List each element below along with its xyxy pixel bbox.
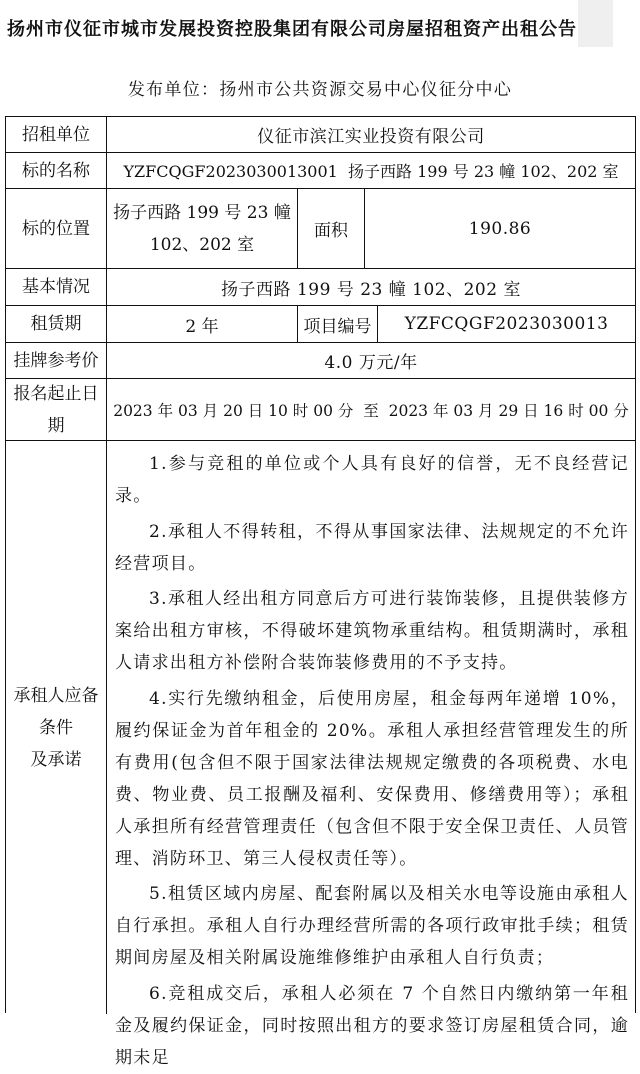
location-value-line-1: 扬子西路 199 号 23 幢 xyxy=(113,202,291,223)
row-conditions xyxy=(6,441,635,1068)
subject-name-value: YZFCQGF2023030013001 扬子西路 199 号 23 幢 102、202 室 xyxy=(123,162,619,181)
condition-item: 2.承租人不得转租，不得从事国家法律、法规规定的不允许经营项目。 xyxy=(115,521,629,574)
location-value xyxy=(107,189,298,268)
corner-block xyxy=(578,0,613,47)
publisher-line: 发布单位：扬州市公共资源交易中心仪征分中心 xyxy=(127,80,513,100)
location-label: 标的位置 xyxy=(6,189,107,268)
area-value: 190.86 xyxy=(468,218,532,239)
condition-item: 5.租赁区域内房屋、配套附属以及相关水电等设施由承租人自行承担。承租人自行办理经营所需的各项行政审批手续；租赁期间房屋及相关附属设施维修维护由承租人自行负责； xyxy=(115,884,629,968)
lessor-label: 招租单位 xyxy=(6,117,107,152)
row-registration-period xyxy=(6,379,635,441)
lease-term-value: 2 年 xyxy=(107,306,298,342)
row-basic-info xyxy=(6,269,635,306)
row-lessor xyxy=(6,117,635,153)
row-lease-term xyxy=(6,306,635,343)
lessor-value: 仪征市滨江实业投资有限公司 xyxy=(257,127,485,147)
subject-name-label: 标的名称 xyxy=(6,153,107,188)
condition-item: 6.竞租成交后，承租人必须在 7 个自然日内缴纳第一年租金及履约保证金，同时按照出租方的要求签订房屋租赁合同，逾期未足 xyxy=(115,983,629,1068)
conditions-label-line-1: 承租人应备条件 xyxy=(13,685,99,738)
condition-item: 1.参与竞租的单位或个人具有良好的信誉，无不良经营记录。 xyxy=(115,454,629,506)
document-title: 扬州市仪征市城市发展投资控股集团有限公司房屋招租资产出租公告 xyxy=(7,19,577,40)
area-label: 面积 xyxy=(298,189,365,268)
conditions-content xyxy=(107,441,635,1068)
registration-period-label xyxy=(6,379,107,440)
reference-price-label: 挂牌参考价 xyxy=(6,343,107,378)
row-location xyxy=(6,189,635,269)
conditions-label-line-2: 及承诺 xyxy=(30,749,82,770)
condition-item: 4.实行先缴纳租金，后使用房屋，租金每两年递增 10%，履约保证金为首年租金的 20%。承租人承担经营管理发生的所有费用(包含但不限于国家法律法规规定缴费的各项税费、水电费、物业费、员工报酬及福利、安保费用、修缮费用等）；承租人承担所有经营管理责任（包含但不限于安全保卫责任、人员管理、消防环卫、第三人侵权责任等）。 xyxy=(115,688,629,869)
registration-period-value: 2023 年 03 月 20 日 10 时 00 分 至 2023 年 03 月 29 日 16 时 00 分 xyxy=(113,401,629,420)
reference-price-value: 4.0 万元/年 xyxy=(324,353,418,373)
row-reference-price xyxy=(6,343,635,379)
location-value-line-2: 102、202 室 xyxy=(149,234,255,255)
project-no-label: 项目编号 xyxy=(298,306,378,342)
announcement-table xyxy=(5,116,636,1068)
lease-term-label: 租赁期 xyxy=(6,306,107,342)
conditions-label xyxy=(6,441,107,1014)
basic-info-label: 基本情况 xyxy=(6,269,107,305)
registration-period-label-text: 报名起止日期 xyxy=(13,383,99,436)
row-subject-name xyxy=(6,153,635,189)
basic-info-value: 扬子西路 199 号 23 幢 102、202 室 xyxy=(221,279,521,300)
project-no-value: YZFCQGF2023030013 xyxy=(404,314,609,334)
condition-item: 3.承租人经出租方同意后方可进行装饰装修，且提供装修方案给出租方审核，不得破坏建筑物承重结构。租赁期满时，承租人请求出租方补偿附合装饰装修费用的不予支持。 xyxy=(115,589,629,673)
